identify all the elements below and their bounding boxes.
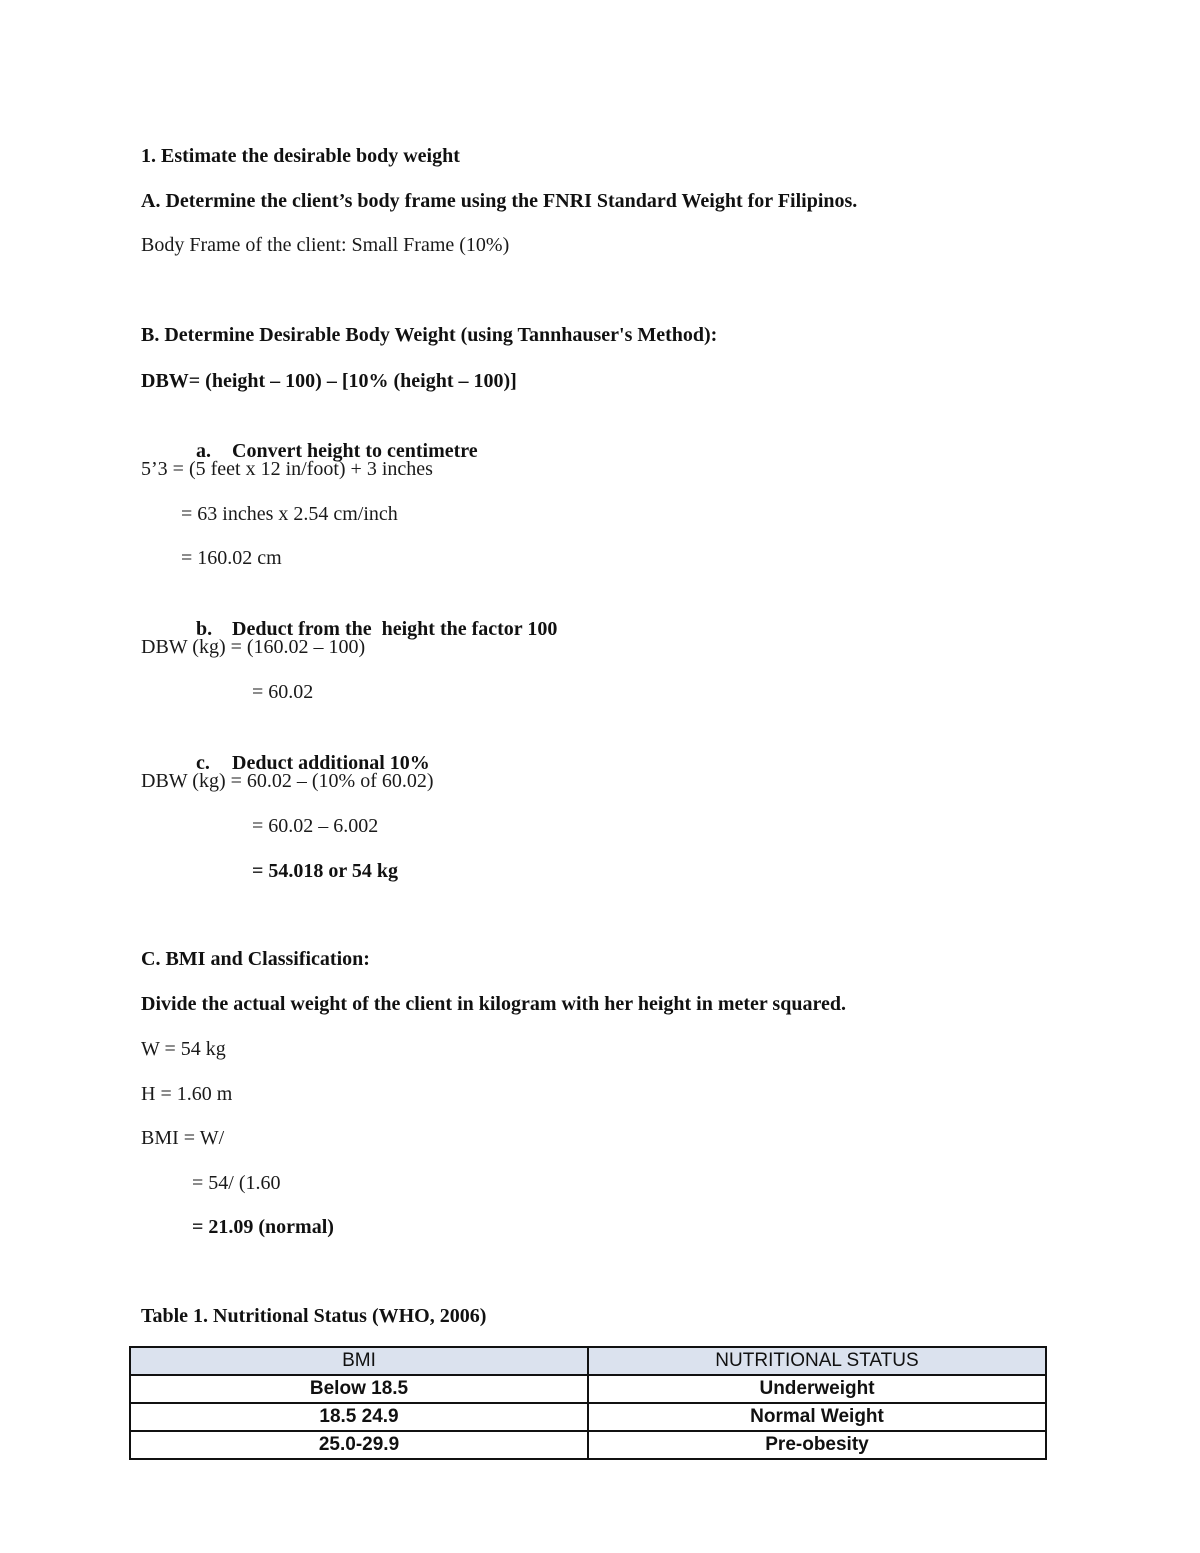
bmi-line: W = 54 kg: [141, 1038, 226, 1060]
table-cell: Pre-obesity: [588, 1431, 1046, 1459]
bmi-line: H = 1.60 m: [141, 1083, 233, 1105]
table-cell: Normal Weight: [588, 1403, 1046, 1431]
convert-line: = 63 inches x 2.54 cm/inch: [181, 503, 398, 525]
step-c-text: Deduct additional 10%: [232, 752, 430, 774]
table-row: [130, 1403, 1046, 1431]
section-title: 1. Estimate the desirable body weight: [141, 145, 460, 167]
part-a-heading: A. Determine the client’s body frame using the FNRI Standard Weight for Filipinos.: [141, 190, 858, 212]
deduct-line: DBW (kg) = (160.02 – 100): [141, 636, 366, 658]
additional-line: = 60.02 – 6.002: [252, 815, 379, 837]
dbw-formula: DBW= (height – 100) – [10% (height – 100)]: [141, 370, 517, 392]
bmi-line: = 54/ (1.60: [192, 1172, 281, 1194]
table-header-cell: NUTRITIONAL STATUS: [588, 1347, 1046, 1375]
table-row: [130, 1431, 1046, 1459]
body-frame-text: Body Frame of the client: Small Frame (10%): [141, 234, 510, 256]
convert-line: = 160.02 cm: [181, 547, 282, 569]
step-a-text: Convert height to centimetre: [232, 440, 478, 462]
table-cell: Below 18.5: [130, 1375, 588, 1403]
step-b-label: b.: [196, 618, 213, 640]
step-b-text: Deduct from the height the factor 100: [232, 618, 558, 640]
bmi-line: BMI = W/: [141, 1127, 225, 1149]
table-caption: Table 1. Nutritional Status (WHO, 2006): [141, 1305, 487, 1327]
bmi-instruction: Divide the actual weight of the client in kilogram with her height in meter squared.: [141, 993, 846, 1015]
dbw-result: = 54.018 or 54 kg: [252, 860, 399, 882]
part-b-heading: B. Determine Desirable Body Weight (using Tannhauser's Method):: [141, 324, 718, 346]
table-cell: Underweight: [588, 1375, 1046, 1403]
table-header-row: [130, 1347, 1046, 1375]
nutritional-status-table: [129, 1346, 1047, 1460]
part-c-heading: C. BMI and Classification:: [141, 948, 370, 970]
step-a-label: a.: [196, 440, 211, 462]
deduct-line: = 60.02: [252, 681, 314, 703]
step-c-label: c.: [196, 752, 210, 774]
table-row: [130, 1375, 1046, 1403]
table-cell: 18.5 24.9: [130, 1403, 588, 1431]
bmi-result: = 21.09 (normal): [192, 1216, 334, 1238]
convert-line: 5’3 = (5 feet x 12 in/foot) + 3 inches: [141, 458, 433, 480]
additional-line: DBW (kg) = 60.02 – (10% of 60.02): [141, 770, 434, 792]
table-cell: 25.0-29.9: [130, 1431, 588, 1459]
table-header-cell: BMI: [130, 1347, 588, 1375]
